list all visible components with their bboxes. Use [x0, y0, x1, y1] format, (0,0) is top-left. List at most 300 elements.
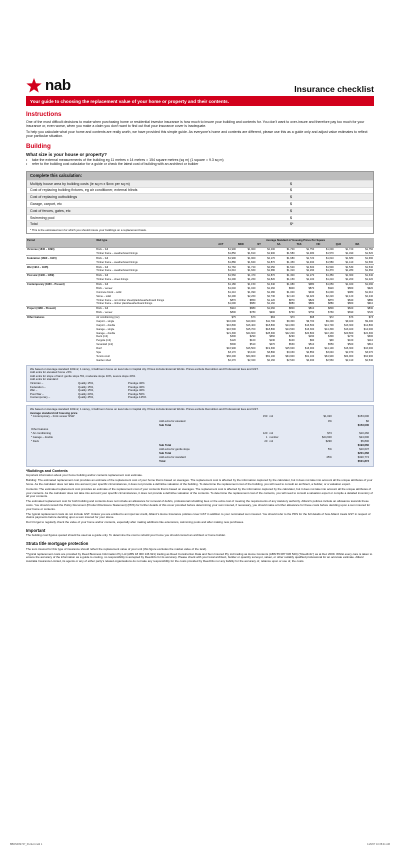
star-icon: [26, 78, 42, 94]
price-cell: $2,560: [325, 358, 334, 362]
header: [26, 0, 374, 94]
wall-type-cell: Brick – full: [95, 282, 217, 286]
instructions-paragraph-2: To help you calculate what your home and contents are really worth, we have provided this simple guide. As everyone's home and contents are different, please use this as a guide only and adjust value estimates to reflect your particular situation.: [26, 129, 368, 138]
price-cell: $13,500: [304, 323, 315, 327]
fine-print: The typical replacement costs do not include GST. Unless you are entitled to an input tax credit, Allianz's Home Insurance policies cover GST in addition to your nominated sum insured. You should refer to the PDS for the full details of how Allianz treats GST in respect of claims payments before deciding upon a sum insured for your Home.: [26, 511, 371, 520]
calculation-value-field: $: [290, 215, 292, 220]
example-line: Add extra for elevated home +5%: [30, 370, 72, 375]
price-cell: $1,150: [286, 278, 295, 282]
price-cell: $1,610: [315, 256, 335, 260]
price-cell: $13,400: [344, 327, 354, 331]
price-cell: $100: [347, 339, 354, 343]
wall-type-cell: Air conditioning (rsc): [95, 315, 217, 319]
price-cell: $22,200: [285, 331, 295, 335]
price-cell: $18,800: [265, 327, 275, 331]
price-cell: $900: [269, 311, 275, 315]
list-item: • take the external measurements of the building eg 11 metres x 14 metres = 154 square metres (sq m) (1 square = 9.3 sq m): [26, 158, 224, 163]
wall-type-cell: Pergola (m2): [96, 339, 111, 343]
price-cell: $9,400: [365, 319, 373, 323]
price-cell: $530: [288, 343, 295, 347]
price-cell: $1,660: [247, 269, 256, 273]
example-cell: $201,266: [357, 452, 369, 456]
price-cell: $2,220: [325, 294, 334, 298]
wall-type-cell: Garage – double: [96, 331, 116, 335]
price-cell: $90: [329, 339, 334, 343]
price-cell: $3,040: [325, 350, 334, 354]
price-cell: $2,270: [228, 358, 236, 362]
example-cell: 1: [265, 435, 268, 439]
price-cell: $13,300: [344, 323, 354, 327]
column-header: SA: [276, 242, 296, 247]
price-cell: $1,870: [267, 260, 275, 264]
wall-type-cell: Timber frame – timber plank/weatherboard linings: [96, 302, 153, 306]
price-cell: $16,800: [226, 323, 236, 327]
prestige-value: Prestige 40%: [128, 384, 145, 389]
price-cell: $2,120: [286, 294, 295, 298]
example-line: Add extra for standard:: [30, 377, 59, 382]
price-cell: $810: [296, 306, 316, 310]
price-cell: $1,820: [267, 278, 275, 282]
price-cell: $1,150: [237, 282, 257, 286]
footer-right: 11/6/07 10:38:41 AM: [367, 843, 390, 846]
price-cell: $3,170: [228, 350, 236, 354]
example-cell: m2: [269, 439, 274, 443]
column-header: Average Standard m² Housing Prices Per Square: [217, 238, 374, 242]
price-cell: $1,720: [296, 256, 316, 260]
example-cell: * Air conditioning: [31, 431, 52, 435]
price-cell: $270: [347, 335, 354, 339]
price-cell: $980: [296, 282, 316, 286]
price-cell: $910: [217, 306, 237, 310]
price-cell: $840: [347, 298, 354, 302]
price-cell: $940: [308, 290, 315, 294]
price-cell: $1,680: [267, 269, 275, 273]
price-cell: $1,990: [217, 256, 237, 260]
price-cell: $1,900: [237, 247, 257, 251]
example-cell: m2: [269, 415, 274, 419]
example-cell: $320,774: [357, 456, 369, 460]
price-cell: $20,800: [344, 331, 354, 335]
prestige-value: Prestige 40%: [128, 388, 145, 393]
price-cell: $14,500: [285, 327, 295, 331]
banner: Your guide to choosing the replacement value of your home or property and their contents.: [26, 96, 374, 106]
example-intro: We based on Average standard 100m2, 1 storey, 1 bathroom home on level site in Capital city. Prices include External Works. Prices exclude Demolition and Professional fees and GST.: [30, 366, 259, 371]
price-cell: $1,850: [228, 251, 236, 255]
price-cell: $800: [315, 306, 335, 310]
price-cell: $1,090: [247, 290, 256, 294]
building-bullets: [26, 158, 374, 167]
period-cell: Post war (1946 – 1959): [26, 273, 95, 277]
price-cell: $16,000: [363, 347, 373, 351]
price-cell: $14,700: [324, 323, 334, 327]
price-cell: $84: [256, 315, 276, 319]
wall-type-cell: Stone – solid: [96, 294, 111, 298]
price-cell: $1,280: [345, 269, 354, 273]
example-cell: Add extra for gentle slope: [159, 448, 190, 452]
example-cell: $10,260: [359, 431, 369, 435]
example-cell: Other features: [31, 427, 49, 431]
price-cell: $2,970: [345, 350, 354, 354]
prestige-value: Prestige 50%: [128, 391, 145, 396]
price-cell: $1,000: [286, 290, 295, 294]
price-cell: $510: [249, 343, 256, 347]
example-cell: 45%: [326, 456, 332, 460]
price-cell: $1,300: [276, 273, 296, 277]
price-cell: $1,210: [228, 290, 236, 294]
price-cell: $900: [288, 286, 295, 290]
era-label: War –: [30, 388, 38, 393]
era-label: Federation –: [30, 384, 46, 389]
price-cell: $1,570: [325, 251, 334, 255]
example-cell: $24,600: [359, 435, 369, 439]
period-cell: [26, 358, 95, 362]
wall-type-cell: Garage – single: [96, 327, 115, 331]
calculation-row: [27, 200, 373, 207]
example-cell: Sub Total: [159, 452, 172, 456]
fine-print: The estimated replacement cost for both building and contents does not include an allowance for removal of debris, professional rebuilding fees or the extra cost of meeting the requirements of any statutory authority. Allianz's policies include an allowance towards these costs. You should consult the Policy Document (Product Disclosure Statement) (PDS) for further details of this cover provided before determining your sum insured, if necessary, you should make a further allowance for these costs before deciding upon a sum insured for your home or contents.: [26, 499, 371, 511]
price-cell: $2,850: [306, 350, 315, 354]
price-cell: $16,300: [344, 347, 354, 351]
wall-type-cell: Deck (m2): [96, 335, 108, 339]
price-cell: $1,490: [306, 260, 315, 264]
price-cell: $2,120: [345, 294, 354, 298]
price-cell: $850: [249, 298, 256, 302]
wall-type-cell: Roof: [96, 347, 102, 351]
price-cell: $1,350: [315, 273, 335, 277]
price-cell: $9,400: [345, 319, 354, 323]
price-cell: $820: [308, 298, 315, 302]
calculation-row: [27, 187, 373, 194]
example-cell: 5%: [327, 448, 332, 452]
price-cell: $1,290: [306, 269, 315, 273]
price-cell: $1,600: [315, 247, 335, 251]
price-cell: $1,370: [325, 269, 334, 273]
price-cell: $1,040: [228, 286, 236, 290]
wall-type-cell: Brick – full: [95, 265, 217, 269]
price-cell: $73: [354, 315, 374, 319]
wall-type-cell: Brick – full: [95, 306, 217, 310]
fine-print: Contents: The estimated replacement cost provides an estimate of the replacement cost of your contents that is based on averages. The replacement cost is affected by the information captured by the calculator, but it does not take into account all the unique attributes of your contents. As the calculator does not take into account your specific circumstances, it does not provide a definitive valuation of the contents. To determine the replacement cost of the contents, you will need to consult a valuation expert or compile a detailed inventory of all your contents.: [26, 487, 373, 499]
example-cell: $73: [327, 431, 332, 435]
calculation-value-field: $*: [290, 222, 294, 227]
price-cell: $18,800: [265, 323, 275, 327]
example-cell: $521,873: [357, 460, 369, 464]
price-cell: $11,700: [265, 319, 275, 323]
price-cell: $760: [328, 311, 334, 315]
price-cell: $1,760: [217, 265, 237, 269]
price-cell: $2,320: [247, 358, 256, 362]
price-cell: $820: [335, 306, 355, 310]
price-cell: $73: [237, 315, 257, 319]
price-cell: $3,890: [267, 350, 275, 354]
wall-type-cell: Brick – full: [95, 273, 217, 277]
price-cell: $1,360: [365, 269, 373, 273]
price-cell: $1,260: [267, 286, 275, 290]
price-cell: $1,580: [286, 251, 295, 255]
wall-type-cell: Spa: [96, 350, 101, 354]
wall-type-cell: Timber frame – weatherboard linings: [96, 269, 138, 273]
price-cell: $800: [230, 311, 236, 315]
important-heading: Important: [26, 527, 46, 533]
price-cell: $130: [269, 339, 275, 343]
price-cell: $1,260: [247, 278, 256, 282]
price-cell: $1,340: [256, 282, 276, 286]
price-cell: $920: [328, 286, 334, 290]
list-item: • refer to the building cost calculator for a guide or check the latest cost of building with an architect or builder: [26, 162, 199, 167]
price-cell: $73: [335, 315, 355, 319]
column-header: Period: [26, 238, 95, 242]
calculation-note: * This is the estimated sum for which you should insure your buildings on a replacement basis.: [30, 228, 147, 233]
price-cell: $1,270: [296, 273, 316, 277]
price-cell: $72: [315, 315, 335, 319]
calculation-value-field: $: [290, 188, 292, 193]
example-cell: number: [269, 435, 279, 439]
quality-row: [30, 396, 370, 400]
price-cell: $22,300: [363, 331, 373, 335]
price-cell: $19,300: [265, 347, 275, 351]
price-cell: $1,200: [345, 278, 354, 282]
price-cell: $290: [308, 335, 315, 339]
price-cell: $14,800: [363, 323, 373, 327]
price-cell: $300: [230, 335, 236, 339]
column-header: QLD: [335, 242, 355, 247]
period-cell: Other features: [26, 315, 95, 319]
price-cell: $880: [249, 302, 256, 306]
price-cell: $980: [347, 290, 354, 294]
example-intro: We based on Average standard 100m2, 1 storey, 1 bathroom home on level site in Capital city. Prices include External Works. Prices exclude Demolition and Professional fees and GST.: [30, 406, 259, 411]
price-cell: $1,180: [217, 282, 237, 286]
table-row: [26, 358, 374, 362]
example-cell: * Garage – double: [31, 435, 53, 439]
price-cell: $1,610: [228, 269, 236, 273]
price-cell: $2,260: [247, 294, 256, 298]
price-cell: $2,020: [306, 294, 315, 298]
price-cell: $2,170: [256, 256, 276, 260]
price-cell: $1,840: [247, 260, 256, 264]
price-cell: $28,300: [265, 331, 275, 335]
wall-type-cell: Verandah (m2): [96, 343, 114, 347]
price-cell: $61,100: [304, 354, 315, 358]
nab-logo: [26, 77, 71, 94]
price-cell: $870: [308, 286, 315, 290]
price-cell: $81,100: [265, 354, 275, 358]
example-cell: $0: [366, 419, 369, 423]
fine-print: Don't forget to regularly check the value of your home and/or contents, especially after making additions like extensions, swimming pools and after making new purchases.: [26, 520, 244, 525]
price-cell: $1,900: [237, 256, 257, 260]
price-cell: $24,600: [246, 331, 256, 335]
price-cell: $10,000: [246, 319, 256, 323]
instructions-heading: Instructions: [26, 111, 62, 118]
example-cell: m2: [269, 431, 274, 435]
price-cell: $15,700: [246, 327, 256, 331]
period-cell: Federation (1890 – 1915): [26, 256, 95, 260]
price-cell: $2,160: [267, 358, 275, 362]
price-cell: $90: [309, 339, 315, 343]
price-cell: $1,280: [267, 290, 275, 294]
price-cell: $1,750: [354, 247, 374, 251]
example-cell: 0%: [327, 419, 332, 423]
fine-print: Building: The estimated replacement cost provides an estimate of the replacement cost of your home that is based on averages. The replacement cost is affected by the information captured by the calculator, but it does not take into account all the unique attributes of your home. As the calculator does not take into account your specific circumstances, it does not provide a definitive valuation of the building. To determine the replacement cost of the building, you will need to consult an architect, a builder, or a valuation expert.: [26, 478, 373, 486]
price-cell: $1,680: [335, 256, 355, 260]
prestige-value: Prestige 40%: [128, 381, 145, 385]
price-cell: $64,900: [363, 354, 373, 358]
column-header: WA: [354, 242, 374, 247]
example-cell: Add extra for standard: [159, 456, 186, 460]
example-adjustments: [26, 365, 374, 402]
price-cell: $830: [354, 306, 374, 310]
example-cell: $290: [325, 439, 332, 443]
calculation-row: [27, 207, 373, 214]
column-header: ACT: [217, 242, 237, 247]
example-line: Add extra for slope of land: gentle slope 5%, moderate slope 10%, severe slope 20%.: [30, 373, 136, 378]
price-cell: $1,050: [315, 282, 335, 286]
building-question: What size is your house or property?: [26, 152, 107, 158]
calculation-box: [26, 171, 374, 234]
calculation-label: Multiply house area by building costs (ie sq m x $xxx per sq m): [30, 181, 130, 186]
wall-type-cell: Timber frame – weatherboard linings: [96, 251, 138, 255]
example-cell: 20: [264, 439, 268, 443]
price-cell: $14,300: [324, 327, 334, 331]
price-cell: $100: [288, 339, 295, 343]
price-cell: $720: [367, 311, 373, 315]
era-label: Victorian –: [30, 381, 44, 385]
price-cell: $9,200: [325, 319, 334, 323]
example-cell: * Deck: [31, 439, 39, 443]
calculation-label: Garage, carport, etc: [30, 202, 62, 207]
column-header: VIC: [315, 242, 335, 247]
price-cell: $760: [288, 311, 295, 315]
wall-type-cell: Carport – double: [96, 323, 116, 327]
price-cell: $1,090: [228, 302, 236, 306]
price-cell: $1,500: [315, 265, 335, 269]
price-cell: $880: [328, 302, 334, 306]
price-cell: $1,520: [365, 251, 373, 255]
page-title: Insurance checklist: [294, 84, 374, 94]
price-cell: $1,010: [365, 290, 373, 294]
calculation-row: [27, 214, 373, 221]
wall-type-cell: Brick – full: [95, 247, 217, 251]
price-cell: $1,060: [256, 306, 276, 310]
example-cell: 150: [262, 415, 268, 419]
wall-type-cell: Timber frame – non timber sheet/plank/weatherboard linings: [96, 298, 165, 302]
price-cell: $300: [367, 335, 373, 339]
example-cell: Sub Total: [159, 444, 172, 448]
example-cell: [250, 460, 268, 464]
table-row: [30, 460, 370, 464]
price-cell: $500: [230, 343, 236, 347]
price-cell: $860: [347, 286, 354, 290]
example-cell: Add extra for elevated: [159, 419, 186, 423]
fine-print: *Typical replacement costs are provided by Reed Business Information Pty Ltd (ABN 18 000 146 921) trading as Reed Construction Data and Sum Insured Pty Ltd trading as Home Contents (ABN 55 087 636 520) ("ReedInfo") as at Dec 2009. Whilst every care is taken to ensure the accuracy of the information as a guide to costing, no responsibility is accepted by ReedInfo for its accuracy. Please check with your local architect, builder or quantity surveyor, valuer, or other suitably qualified professional for an accurate estimate. Allianz Australia Insurance Limited, its agents or any of either party's related organisations do not take any responsibility for the costs provided by ReedInfo nor any liability for the accuracy of, reliance upon or use of, the costs.: [26, 551, 373, 563]
quality-value: Quality 20%,: [78, 391, 94, 396]
price-cell: $1,080: [276, 282, 296, 286]
price-cell: $75: [217, 315, 237, 319]
example-cell: * Contemporary – brick veneer NSW: [31, 415, 75, 419]
price-cell: $860: [347, 302, 354, 306]
column-header: Wall type: [95, 238, 217, 242]
period-cell: Contemporary (1960 – Present): [26, 282, 95, 286]
price-cell: $910: [367, 302, 373, 306]
fine-print: The building cost figures quoted should be used as a guide only. To determine the cost to rebuild your home you should consult an architect or home builder.: [26, 533, 226, 538]
wall-type-cell: Tennis court: [96, 354, 110, 358]
wall-type-cell: Garden shed: [96, 358, 111, 362]
price-cell: $1,870: [256, 273, 276, 277]
price-cell: $1,450: [286, 260, 295, 264]
building-heading: Building: [26, 143, 51, 151]
price-cell: $3,070: [365, 350, 373, 354]
era-label: Contemporary –: [30, 395, 51, 400]
price-cell: $1,480: [306, 251, 315, 255]
calculation-label: Swimming pool: [30, 215, 55, 220]
price-cell: $2,050: [256, 265, 276, 269]
price-cell: $1,720: [335, 247, 355, 251]
calculation-heading: Complete this calculation:: [27, 172, 373, 180]
calculation-value-field: $: [290, 195, 292, 200]
price-cell: $1,000: [325, 290, 334, 294]
price-cell: $1,210: [325, 278, 334, 282]
price-cell: $2,240: [365, 294, 373, 298]
price-cell: $300: [328, 335, 334, 339]
calculation-label: Total: [30, 222, 38, 227]
price-cell: $1,810: [247, 251, 256, 255]
price-cell: $1,290: [228, 278, 236, 282]
price-cell: $10,000: [226, 319, 236, 323]
price-cell: $64,900: [344, 354, 354, 358]
price-cell: $22,130: [324, 331, 334, 335]
price-cell: $1,340: [354, 273, 374, 277]
price-cell: $68: [296, 315, 316, 319]
price-cell: $870: [288, 298, 295, 302]
example-cell: $10,637: [359, 448, 369, 452]
wall-type-cell: Brick – full: [95, 256, 217, 260]
example-cell: $24,600: [322, 435, 332, 439]
price-cell: $510: [308, 343, 315, 347]
price-cell: $64,900: [324, 354, 334, 358]
price-cell: $1,090: [354, 282, 374, 286]
period-cell: War (1914 – 1945): [26, 265, 95, 269]
price-cell: $290: [249, 335, 256, 339]
price-cell: $2,540: [365, 358, 373, 362]
price-cell: $1,490: [345, 251, 354, 255]
price-cell: $14,000: [363, 327, 373, 331]
price-cell: $870: [328, 298, 334, 302]
price-cell: $1,700: [276, 247, 296, 251]
price-cell: $13,300: [304, 327, 315, 331]
price-cell: $1,020: [335, 282, 355, 286]
column-header: NSW: [237, 242, 257, 247]
price-cell: $14,300: [285, 323, 295, 327]
calculation-row: [27, 193, 373, 200]
price-cell: $64,900: [285, 354, 295, 358]
instructions-paragraph-1: One of the most difficult decisions to make when purchasing home or residential investor insurance is how much to insure your building and contents for. You don't want to over-insure and therefore pay too much for your insurance or, even worse, when you make a claim you don't want to find out that your insurance cover is inadequate.: [26, 119, 365, 128]
example-cell: $153,000: [357, 415, 369, 419]
price-cell: $1,750: [296, 247, 316, 251]
price-cell: $510: [367, 343, 373, 347]
wall-type-cell: Concrete block – solid: [96, 290, 122, 294]
price-cell: $880: [367, 298, 373, 302]
wall-type-cell: Brick – veneer: [96, 311, 113, 315]
price-cell: $16,500: [246, 347, 256, 351]
price-cell: $120: [230, 339, 236, 343]
example-heading: Average standard m2 housing price: [30, 410, 78, 415]
price-cell: $750: [308, 311, 315, 315]
price-cell: $1,690: [354, 256, 374, 260]
price-cell: $14,100: [324, 347, 334, 351]
calculation-value-field: $: [290, 202, 292, 207]
price-cell: $690: [347, 311, 354, 315]
prestige-value: Prestige 125%: [128, 395, 147, 400]
price-cell: $64,900: [246, 354, 256, 358]
